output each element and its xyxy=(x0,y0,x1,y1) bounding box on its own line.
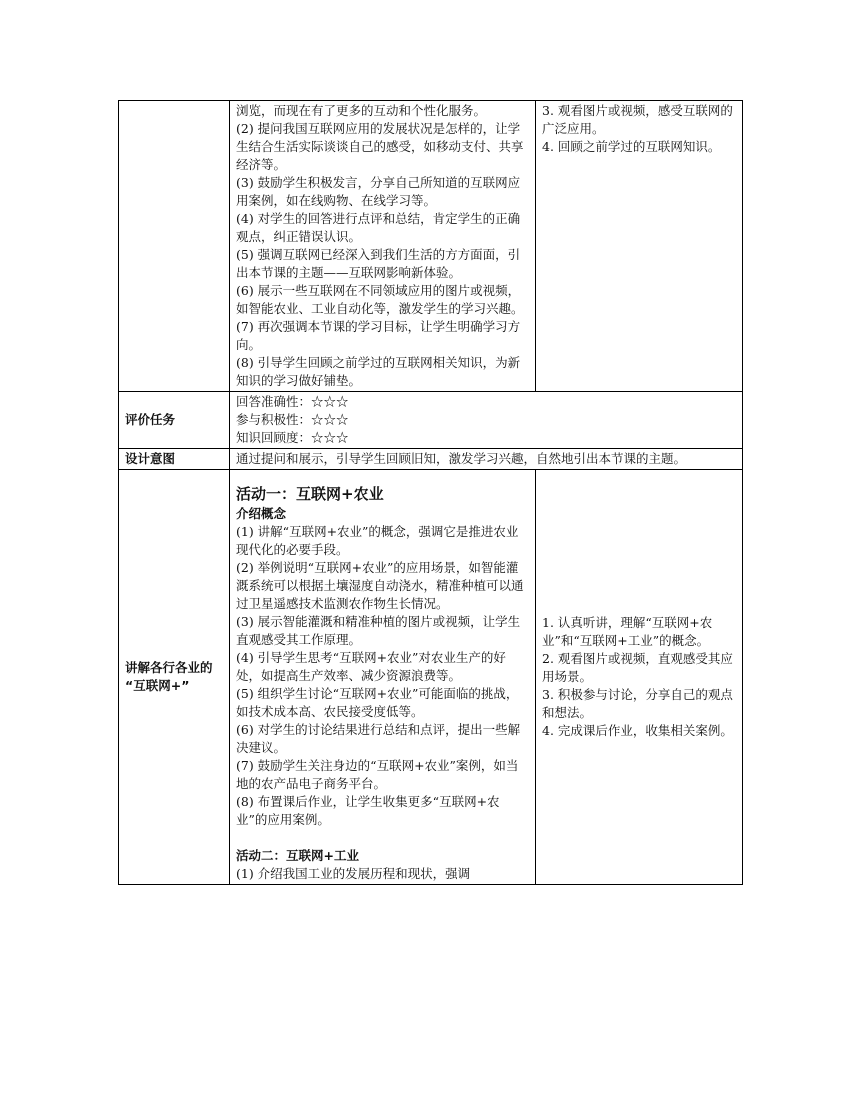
design-cell xyxy=(230,449,743,470)
activity1-title: 活动一：互联网+农业 xyxy=(236,485,384,503)
list-item: 4. 回顾之前学过的互联网知识。 xyxy=(542,139,721,154)
rating-item: 知识回顾度：☆☆☆ xyxy=(236,430,349,445)
list-item: (2) 提问我国互联网应用的发展状况是怎样的，让学生结合生活实际谈谈自己的感受，如移动支付、共享经济等。 xyxy=(236,121,524,172)
evaluation-label: 评价任务 xyxy=(119,392,230,449)
table-row-design xyxy=(119,449,743,470)
intro-label-cell xyxy=(119,101,230,392)
list-item: (5) 组织学生讨论“互联网+农业”可能面临的挑战，如技术成本高、农民接受度低等。 xyxy=(236,686,519,719)
list-item: (7) 再次强调本节课的学习目标，让学生明确学习方向。 xyxy=(236,319,521,352)
explain-label-line1: 讲解各行各业的 xyxy=(125,660,213,675)
list-item: (4) 引导学生思考“互联网+农业”对农业生产的好处，如提高生产效率、减少资源浪费等。 xyxy=(236,650,506,683)
rating-item: 回答准确性：☆☆☆ xyxy=(236,394,349,409)
explain-label-line2: “互联网+” xyxy=(125,678,190,693)
list-item: 4. 完成课后作业，收集相关案例。 xyxy=(542,723,733,738)
list-item: 浏览，而现在有了更多的互动和个性化服务。 xyxy=(236,103,487,118)
intro-student-cell xyxy=(536,101,743,392)
list-item: (4) 对学生的回答进行点评和总结，肯定学生的正确观点，纠正错误认识。 xyxy=(236,211,521,244)
table-row-evaluation xyxy=(119,392,743,449)
list-item: 1. 认真听讲，理解“互联网+农业”和“互联网+工业”的概念。 xyxy=(542,615,713,648)
table-row-intro xyxy=(119,101,743,392)
list-item: (7) 鼓励学生关注身边的“互联网+农业”案例，如当地的农产品电子商务平台。 xyxy=(236,758,519,791)
explain-label xyxy=(119,470,230,885)
evaluation-cell xyxy=(230,392,743,449)
list-item: (1) 讲解“互联网+农业”的概念，强调它是推进农业现代化的必要手段。 xyxy=(236,524,519,557)
list-item: 3. 观看图片或视频，感受互联网的广泛应用。 xyxy=(542,103,733,136)
list-item: (6) 对学生的讨论结果进行总结和点评，提出一些解决建议。 xyxy=(236,722,521,755)
design-text: 通过提问和展示，引导学生回顾旧知，激发学习兴趣，自然地引出本节课的主题。 xyxy=(236,451,687,466)
rating-item: 参与积极性：☆☆☆ xyxy=(236,412,349,427)
explain-student-cell xyxy=(536,470,743,885)
list-item: (3) 鼓励学生积极发言，分享自己所知道的互联网应用案例，如在线购物、在线学习等。 xyxy=(236,175,521,208)
activity2-title: 活动二：互联网+工业 xyxy=(236,848,359,863)
list-item: (5) 强调互联网已经深入到我们生活的方方面面，引出本节课的主题——互联网影响新体验。 xyxy=(236,247,521,280)
list-item: (6) 展示一些互联网在不同领域应用的图片或视频，如智能农业、工业自动化等，激发学生的学习兴趣。 xyxy=(236,283,524,316)
intro-teacher-cell xyxy=(230,101,536,392)
list-item: (8) 引导学生回顾之前学过的互联网相关知识，为新知识的学习做好铺垫。 xyxy=(236,355,521,388)
list-item: 2. 观看图片或视频，直观感受其应用场景。 xyxy=(542,651,733,684)
lesson-plan-table xyxy=(118,100,743,885)
explain-teacher-cell xyxy=(230,470,536,885)
table-row-explain xyxy=(119,470,743,885)
activity1-subhead: 介绍概念 xyxy=(236,506,287,521)
list-item: (1) 介绍我国工业的发展历程和现状，强调 xyxy=(236,866,471,881)
list-item: (8) 布置课后作业，让学生收集更多“互联网+农业”的应用案例。 xyxy=(236,794,500,827)
design-label: 设计意图 xyxy=(119,449,230,470)
list-item: 3. 积极参与讨论，分享自己的观点和想法。 xyxy=(542,687,733,720)
list-item: (2) 举例说明“互联网+农业”的应用场景，如智能灌溉系统可以根据土壤湿度自动浇水，精准种植可以通过卫星遥感技术监测农作物生长情况。 xyxy=(236,560,524,611)
list-item: (3) 展示智能灌溉和精准种植的图片或视频，让学生直观感受其工作原理。 xyxy=(236,614,521,647)
